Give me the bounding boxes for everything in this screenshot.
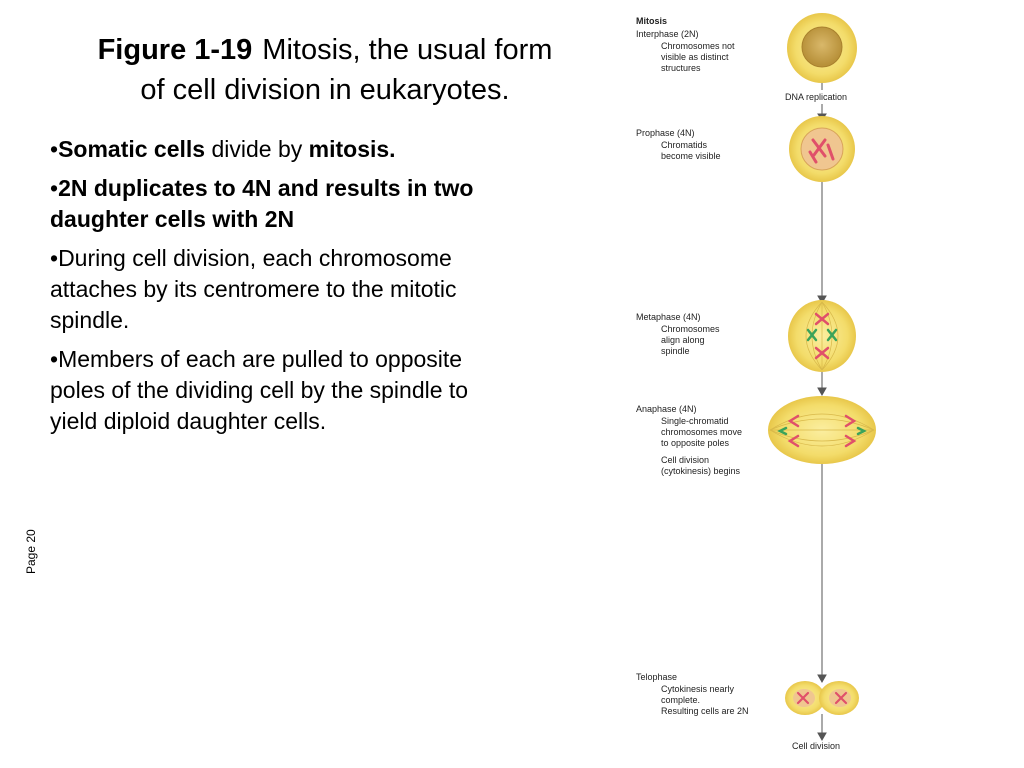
bullet-text: divide by [205, 136, 309, 162]
title-line-1: Mitosis, the usual form [262, 34, 553, 66]
title-line-2: of cell division in eukaryotes. [140, 74, 510, 106]
figure-number: Figure 1-19 [97, 34, 253, 66]
bullet-item [50, 344, 480, 437]
stage-name: Anaphase (4N) [636, 404, 697, 414]
bullet-text-bold: mitosis. [308, 136, 396, 162]
bullet-item [50, 134, 480, 165]
bullet-text: Members of each are pulled to opposite poles of the dividing cell by the spindle to yield diploid daughter cells. [50, 346, 469, 434]
stage-description: to opposite poles [661, 438, 730, 448]
mitosis-figure [630, 12, 890, 757]
stage-description: complete. [661, 695, 701, 705]
page-label: Page 20 [24, 529, 38, 574]
arrow-label: Cell division [792, 741, 841, 751]
bullet-text-bold: 2N duplicates to 4N and results in two daughter cells with 2N [50, 175, 474, 232]
stage-description: Chromosomes [661, 324, 720, 334]
anaphase-cell [768, 396, 876, 464]
stage-description: Cytokinesis nearly [661, 684, 735, 694]
slide-title [30, 30, 620, 110]
interphase-cell [787, 13, 857, 83]
bullet-marker: • [50, 245, 59, 271]
prophase-cell [789, 116, 855, 182]
arrow-head [818, 733, 826, 740]
metaphase-cell [788, 300, 856, 372]
bullet-item [50, 243, 480, 336]
bullet-marker: • [50, 175, 59, 201]
bullet-text: During cell division, each chromosome attaches by its centromere to the mitotic spindle. [50, 245, 457, 333]
figure-heading: Mitosis [636, 16, 668, 26]
bullet-list [50, 134, 480, 445]
stage-description: spindle [661, 346, 690, 356]
bullet-item [50, 173, 480, 235]
stage-description: Chromosomes not [661, 41, 735, 51]
stage-description: visible as distinct [661, 52, 729, 62]
stage-description: become visible [661, 151, 721, 161]
stage-description: (cytokinesis) begins [661, 466, 741, 476]
arrow-head [818, 675, 826, 682]
stage-description: Chromatids [661, 140, 708, 150]
stage-description: structures [661, 63, 701, 73]
stage-description: align along [661, 335, 705, 345]
bullet-marker: • [50, 136, 59, 162]
arrow-label: DNA replication [785, 92, 848, 102]
bullet-text-bold: Somatic cells [58, 136, 206, 162]
stage-description: Resulting cells are 2N [661, 706, 749, 716]
arrow-head [818, 388, 826, 395]
stage-name: Telophase [636, 672, 678, 682]
bullet-marker: • [50, 346, 59, 372]
stage-name: Prophase (4N) [636, 128, 695, 138]
stage-name: Metaphase (4N) [636, 312, 701, 322]
telophase-cells [785, 681, 859, 715]
stage-description: Single-chromatid [661, 416, 729, 426]
stage-description: chromosomes move [661, 427, 743, 437]
mitosis-diagram [630, 12, 890, 757]
stage-name: Interphase (2N) [636, 29, 699, 39]
stage-description: Cell division [661, 455, 710, 465]
